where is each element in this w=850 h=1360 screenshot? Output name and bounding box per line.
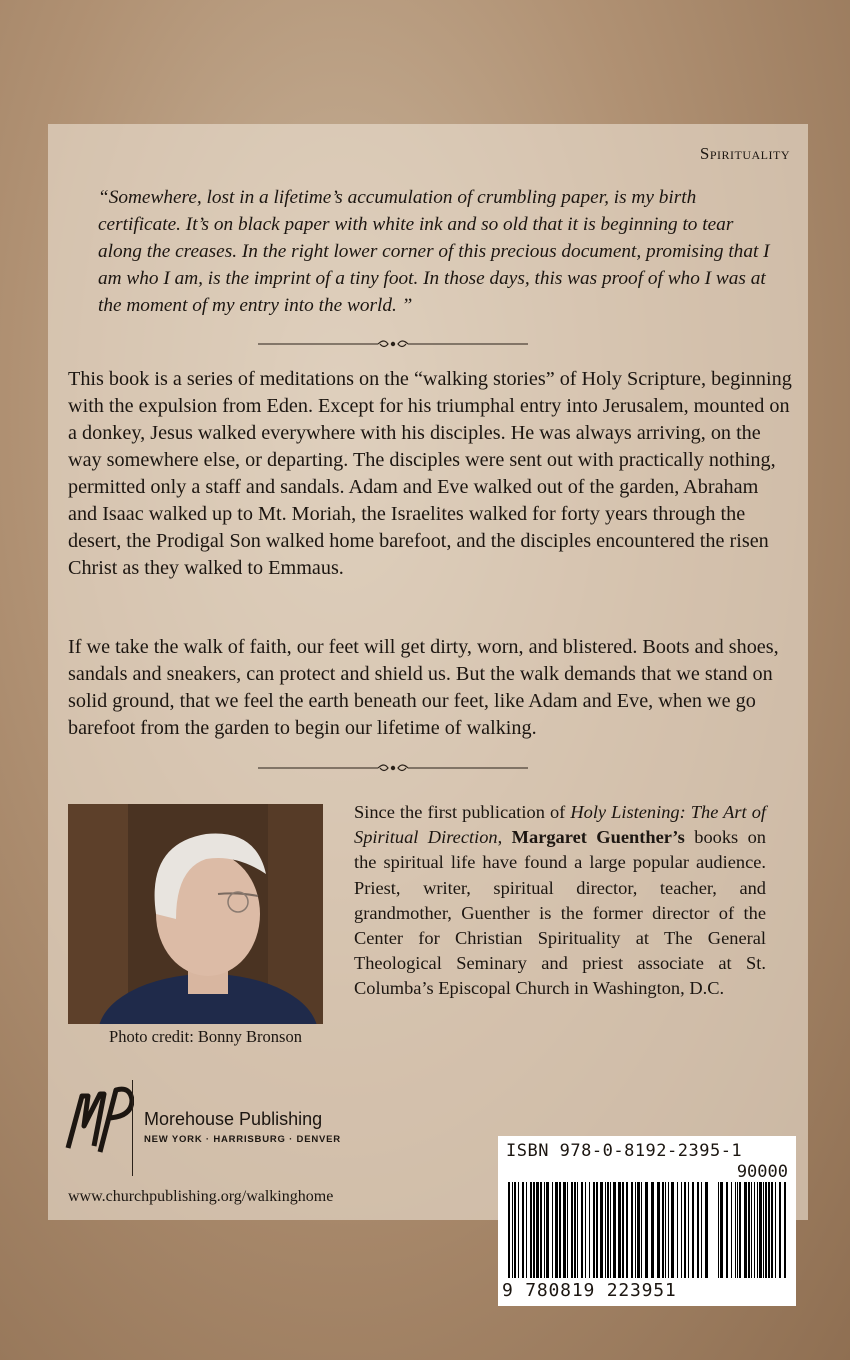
back-cover-panel [48,124,808,1220]
description-paragraph-1: This book is a series of meditations on the “walking stories” of Holy Scripture, beginning with the expulsion from Eden. Except for his triumphal entry into Jerusalem, mounted on a donkey, Jesus walked everywhere with his disciples. He was always arriving, on the way somewhere else, or departing. The disciples were sent out with practically nothing, permitted only a staff and sandals. Adam and Eve walked out of the garden, Abraham and Isaac walked up to Mt. Moriah, the Israelites walked for forty years through the desert, the Prodigal Son walked home barefoot, and the disciples encountered the risen Christ as they walked to Emmaus. [68,368,792,579]
isbn-text: ISBN 978-0-8192-2395-1 [506,1141,743,1161]
category-label: Spirituality [699,144,790,163]
author-name: Margaret Guenther’s [511,827,685,848]
excerpt-quote: “Somewhere, lost in a lifetime’s accumulation of crumbling paper, is my birth certificate. It’s on black paper with white ink and so old that it is beginning to tear along the creases. In the right lower corner of this precious document, promising that I am who I am, is the imprint of a tiny foot. In those days, this was proof of who I was at the moment of my entry into the world. ” [98,187,770,316]
price-code: 90000 [736,1162,788,1182]
barcode-box [498,1136,796,1306]
ornament-divider-icon [258,337,528,351]
barcode-icon [506,1182,788,1280]
book-title: Holy Listening: The Art of Spiritual Direction [354,802,766,848]
website-url[interactable]: www.churchpublishing.org/walkinghome [68,1188,334,1205]
description-paragraph-2: If we take the walk of faith, our feet will get dirty, worn, and blistered. Boots and shoes, sandals and sneakers, can protect and shield us. But the walk demands that we stand on solid ground, that we feel the earth beneath our feet, like Adam and Eve, when we go barefoot from the garden to begin our lifetime of walking. [68,636,779,739]
mp-monogram-icon [64,1076,134,1158]
ornament-divider-icon [258,761,528,775]
author-bio: Since the first publication of Holy Listening: The Art of Spiritual Direction, Margaret Guenther’s books on the spiritual life have found a large popular audience. Priest, writer, spiritual director, teacher, and grandmother, Guenther is the former director of the Center for Christian Spirituality at The General Theological Seminary and priest associate at St. Columba’s Episcopal Church in Washington, D.C. [354,802,767,999]
publisher-name: Morehouse Publishing [144,1109,323,1129]
photo-credit: Photo credit: Bonny Bronson [109,1027,302,1046]
publisher-cities: NEW YORK · HARRISBURG · DENVER [144,1134,341,1145]
ean-text: 9 780819 223951 [502,1280,677,1301]
author-photo [68,804,323,1024]
logo-divider [132,1080,133,1176]
